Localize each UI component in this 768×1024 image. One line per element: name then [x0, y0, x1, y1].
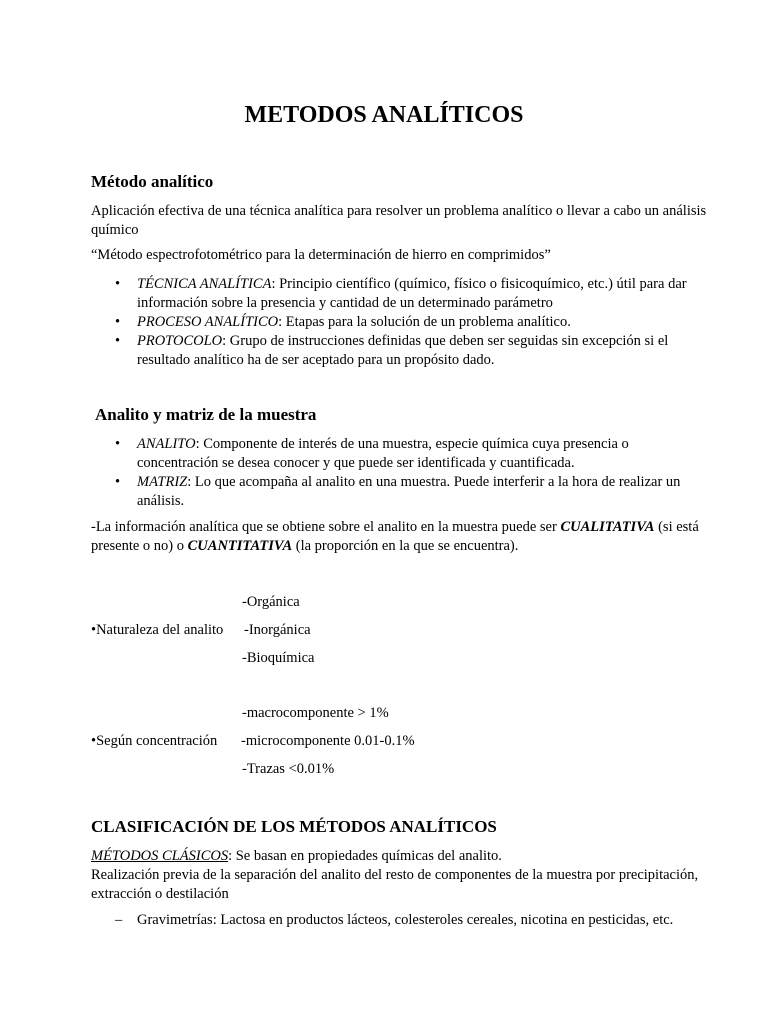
term-label: ANALITO	[137, 436, 196, 452]
section-heading-analito-matriz: Analito y matriz de la muestra	[95, 405, 317, 424]
list-item	[91, 275, 711, 313]
info-text: -La información analítica que se obtiene sobre el analito en la muestra puede ser	[91, 519, 561, 535]
analytical-info-paragraph	[91, 518, 711, 556]
term-label: PROCESO ANALÍTICO	[137, 314, 279, 330]
classic-methods-line2: Realización previa de la separación del analito del resto de componentes de la muestra por precipitación, extracción o destilación	[91, 867, 699, 902]
term-description: : Lo que acompaña al analito en una muestra. Puede interferir a la hora de realizar un análisis.	[137, 474, 681, 509]
definition-paragraph: Aplicación efectiva de una técnica analítica para resolver un problema analítico o llevar a cabo un análisis químico	[91, 203, 707, 238]
nature-label: •Naturaleza del analito	[91, 622, 224, 638]
nature-option: -Bioquímica	[242, 650, 315, 666]
term-label: MATRIZ	[137, 474, 188, 490]
page-title: METODOS ANALÍTICOS	[244, 102, 524, 128]
example-quote: “Método espectrofotométrico para la determinación de hierro en comprimidos”	[91, 247, 551, 263]
classic-methods-list	[91, 911, 711, 930]
method-terms-list	[91, 275, 711, 370]
term-description: : Principio científico (químico, físico o fisicoquímico, etc.) útil para dar información sobre la presencia y cantidad de un determinado parámetro	[137, 276, 687, 311]
nature-option: -Inorgánica	[244, 622, 311, 638]
analyte-terms-list	[91, 435, 711, 511]
section-heading-metodo-analitico: Método analítico	[91, 172, 214, 191]
info-text: (si está presente o no) o	[91, 519, 699, 554]
qualitative-term: CUALITATIVA	[560, 519, 655, 535]
concentration-label: •Según concentración	[91, 733, 218, 749]
list-item: – Gravimetrías: Lactosa en productos lácteos, colesteroles cereales, nicotina en pesticidas, etc.	[91, 911, 711, 930]
list-item	[91, 313, 711, 332]
nature-option: -Orgánica	[242, 594, 300, 610]
quantitative-term: CUANTITATIVA	[187, 538, 293, 554]
info-text: (la proporción en la que se encuentra).	[292, 538, 519, 554]
classic-methods-paragraph	[91, 847, 711, 904]
classic-methods-term: MÉTODOS CLÁSICOS	[91, 848, 229, 864]
list-item	[91, 332, 711, 370]
term-description: : Grupo de instrucciones definidas que deben ser seguidas sin excepción si el resultado analítico ha de ser aceptado para un propósito dado.	[137, 333, 669, 368]
term-description: : Componente de interés de una muestra, especie química cuya presencia o concentración se desea conocer y que puede ser identificada y cuantificada.	[137, 436, 629, 471]
list-item	[91, 473, 711, 511]
term-description: : Etapas para la solución de un problema analítico.	[278, 314, 571, 330]
section-heading-clasificacion: CLASIFICACIÓN DE LOS MÉTODOS ANALÍTICOS	[91, 817, 497, 836]
concentration-option: -macrocomponente > 1%	[242, 705, 389, 721]
concentration-option: -Trazas <0.01%	[242, 761, 335, 777]
classic-methods-text: : Se basan en propiedades químicas del analito.	[228, 848, 502, 864]
term-label: TÉCNICA ANALÍTICA	[137, 276, 272, 292]
list-item	[91, 435, 711, 473]
term-label: PROTOCOLO	[137, 333, 223, 349]
concentration-option: -microcomponente 0.01-0.1%	[241, 733, 415, 749]
